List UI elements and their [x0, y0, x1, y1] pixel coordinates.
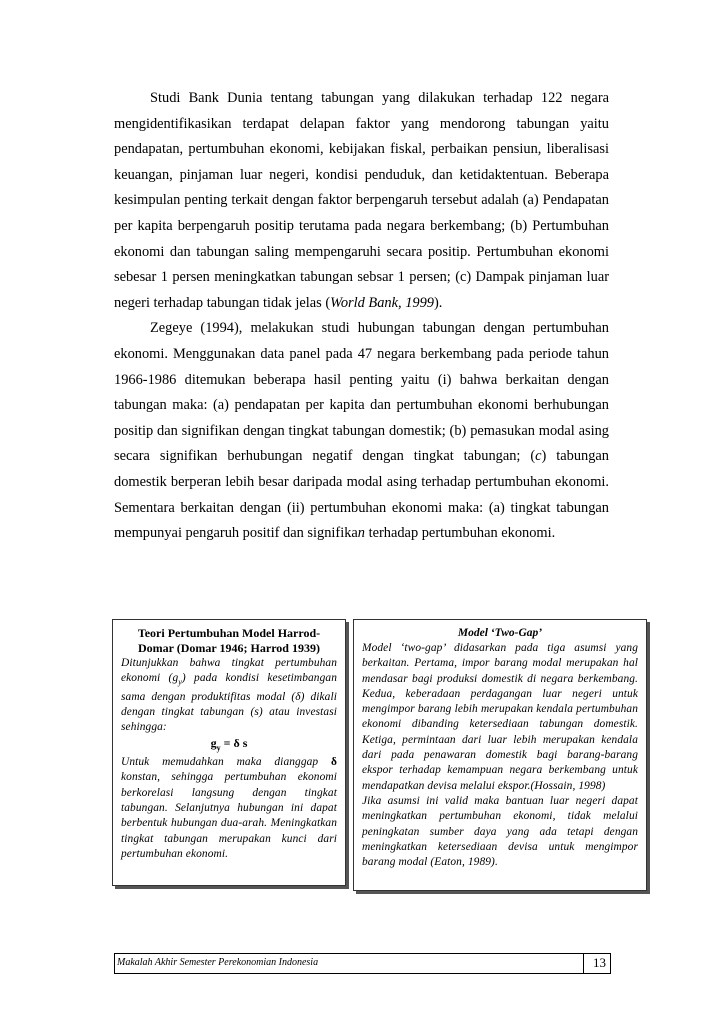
harrod-domar-text-2b: konstan, sehingga pertumbuhan ekonomi berkorelasi langsung dengan tingkat tabungan. Selanjutnya hubungan ini dapat berbentuk hubungan dua-arah. Meningkatkan tingkat tabungan merupakan kunci dari pertumbuhan ekonomi.	[121, 771, 337, 860]
paragraph-2-text-c: terhadap pertumbuhan ekonomi.	[365, 525, 556, 542]
main-text	[114, 86, 609, 547]
harrod-domar-text-1a: Ditunjukkan bahwa tingkat pertumbuhan ekonomi (g	[121, 657, 337, 685]
harrod-domar-title	[121, 626, 337, 656]
two-gap-text-1: Model ‘two-gap’ didasarkan pada tiga asumsi yang berkaitan. Pertama, impor barang modal merupakan hal mendasar bagi produksi domestik di negara berkembang. Kedua, keberadaan perdagangan luar negeri untuk mengimpor barang lebih merupakan kendala pertumbuhan ekonomi dibanding ketersediaan tabungan domestik. Ketiga, permintaan dari luar lebih merupakan kendala dari pada penawaran domestik bagi barang-barang ekspor terhadap kemampuan negara berkembang untuk mendapatkan devisa melalui ekspor.(Hossain, 1998)	[362, 642, 638, 792]
harrod-domar-title-line2: Domar (Domar 1946; Harrod 1939)	[138, 641, 320, 655]
paragraph-2-italic-n: n	[357, 525, 365, 542]
harrod-domar-title-line1: Teori Pertumbuhan Model Harrod-	[137, 626, 321, 640]
paragraph-2	[114, 316, 609, 546]
page-footer	[114, 953, 611, 974]
two-gap-title: Model ‘Two-Gap’	[457, 627, 543, 639]
harrod-domar-text-1b: ) pada kondisi kesetimbangan sama dengan produktifitas modal (δ) dikali dengan tingkat tabungan (s) atau investasi sehingga:	[121, 672, 337, 734]
harrod-domar-text-2	[121, 755, 337, 862]
footer-divider	[583, 954, 584, 973]
paragraph-1-end: ).	[433, 294, 443, 311]
two-gap-text-2: Jika asumsi ini valid maka bantuan luar negeri dapat meningkatkan pertumbuhan ekonomi, tidak melalui peningkatan sumber daya yang ada tetapi dengan meningkatkan ketersediaan devisa untuk mengimpor barang modal (Eaton, 1989).	[362, 794, 638, 869]
formula-subscript: y	[216, 743, 221, 753]
citation-world-bank: World Bank, 1999	[330, 294, 434, 311]
harrod-domar-text-1	[121, 656, 337, 736]
paragraph-2-text-a: Zegeye (1994), melakukan studi hubungan tabungan dengan pertumbuhan ekonomi. Menggunakan data panel pada 47 negara berkembang pada periode tahun 1966-1986 ditemukan beberapa hasil penting yaitu (i) bahwa berkaitan dengan tabungan maka: (a) pendapatan per kapita dan pertumbuhan ekonomi berhubungan positip dan signifikan dengan tingkat tabungan domestik; (b) pemasukan modal asing secara signifikan berhubungan negatif dengan tingkat tabungan; (	[114, 320, 609, 465]
paragraph-2-italic-c: c	[535, 448, 542, 465]
formula-g: g	[210, 735, 217, 750]
harrod-domar-subscript: y	[178, 677, 182, 687]
harrod-domar-box	[112, 619, 346, 886]
harrod-domar-formula	[121, 736, 337, 755]
paragraph-2-text-b: ) tabungan domestik berperan lebih besar daripada modal asing terhadap pertumbuhan ekonomi. Sementara berkaitan dengan (ii) pertumbuhan ekonomi maka: (a) tingkat tabungan mempunyai pengaruh positif dan signifika	[114, 448, 610, 542]
footer-title: Makalah Akhir Semester Perekonomian Indonesia	[117, 957, 319, 968]
paragraph-1	[114, 86, 609, 316]
delta-symbol: δ	[330, 756, 337, 769]
paragraph-1-text: Studi Bank Dunia tentang tabungan yang dilakukan terhadap 122 negara mengidentifikasikan terdapat delapan faktor yang mendorong tabungan yaitu pendapatan, pertumbuhan ekonomi, kebijakan fiskal, perbaikan pensiun, liberalisasi keuangan, pinjaman luar negeri, kondisi penduduk, dan ketidaktentuan. Beberapa kesimpulan penting terkait dengan faktor berpengaruh tersebut adalah (a) Pendapatan per kapita berpengaruh positip terutama pada negara berkembang; (b) Pertumbuhan ekonomi dan tabungan saling mempengaruhi secara positip. Pertumbuhan ekonomi sebesar 1 persen meningkatkan tabungan sebsar 1 persen; (c) Dampak pinjaman luar negeri terhadap tabungan tidak jelas (	[114, 90, 609, 311]
two-gap-box	[353, 619, 647, 891]
harrod-domar-text-2a: Untuk memudahkan maka dianggap	[121, 756, 331, 769]
formula-rest: = δ s	[220, 735, 248, 750]
page-number: 13	[593, 955, 606, 970]
